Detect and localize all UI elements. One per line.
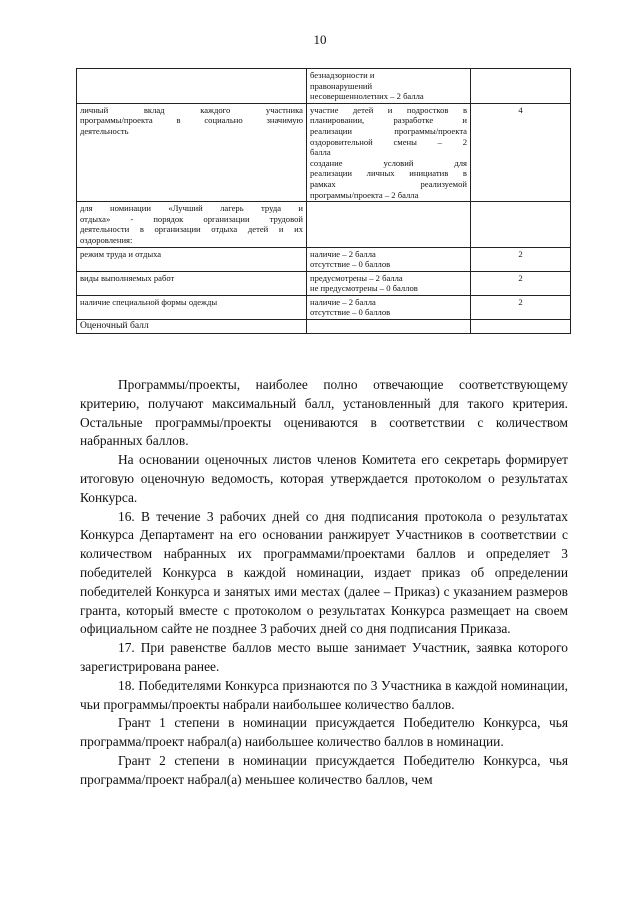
scoring-line: балла [310, 147, 331, 158]
criterion-line: программы/проекта в социально значимую [80, 115, 303, 126]
paragraph: 18. Победителями Конкурса признаются по 3 Участника в каждой номинации, чьи программы/проекты набрали наибольшее количество баллов. [80, 677, 568, 712]
scoring-line: несовершеннолетних – 2 балла [310, 91, 424, 102]
scoring-cell [307, 202, 471, 247]
criterion-cell: виды выполняемых работ [77, 271, 307, 295]
paragraph: Грант 1 степени в номинации присуждается Победителю Конкурса, чья программа/проект набрал(а) наибольшее количество баллов в номинации. [80, 715, 568, 750]
scoring-line: не предусмотрены – 0 баллов [310, 283, 418, 294]
criterion-cell [77, 103, 307, 201]
scoring-line: реализации программы/проекта [310, 125, 467, 136]
paragraph: Программы/проекты, наиболее полно отвечающие соответствующему критерию, получают максимальный балл, установленный для такого критерия. Остальные программы/проекты оцениваются в соответствии с количеством набранных баллов. [80, 377, 568, 449]
criterion-cell: режим труда и отдыха [77, 247, 307, 271]
scoring-line: реализации личных инициатив в [310, 168, 467, 179]
table-row [77, 69, 571, 104]
max-points-cell [471, 69, 571, 104]
criterion-line: деятельность [80, 125, 129, 136]
max-points-cell [471, 320, 571, 334]
scoring-line: рамках реализуемой [310, 178, 467, 189]
paragraph: 16. В течение 3 рабочих дней со дня подписания протокола о результатах Конкурса Департамент на его основании ранжирует Участников в соответствии с количеством набранных их программами/проектами баллов и определяет 3 победителей Конкурса в каждой номинации, издает приказ об определении победителей Конкурса и занятых ими местах (далее – Приказ) с указанием размеров гранта, который вместе с протоколом о результатах Конкурса размещает на своем официальном сайте не позднее 3 рабочих дней со дня подписания Приказа. [80, 508, 568, 637]
scoring-cell [307, 320, 471, 334]
scoring-line: программы/проекта – 2 балла [310, 189, 419, 200]
scoring-line: участие детей и подростков в [310, 104, 467, 115]
scoring-line: оздоровительной смены – 2 [310, 136, 467, 147]
scoring-line: создание условий для [310, 157, 467, 168]
criterion-line: оздоровления: [80, 234, 133, 245]
max-points-cell: 2 [471, 247, 571, 271]
paragraph: 17. При равенстве баллов место выше занимает Участник, заявка которого зарегистрирована ранее. [80, 640, 568, 674]
criterion-cell [77, 202, 307, 247]
scoring-line: наличие – 2 балла [310, 296, 376, 307]
table-row [77, 247, 571, 271]
table-row [77, 295, 571, 319]
scoring-cell [307, 271, 471, 295]
scoring-line: планировании, разработке и [310, 115, 467, 126]
criteria-table [76, 68, 571, 334]
max-points-cell: 2 [471, 271, 571, 295]
table-row [77, 320, 571, 334]
scoring-line: отсутствие – 0 баллов [310, 259, 391, 270]
scoring-line: безнадзорности и [310, 70, 375, 80]
scoring-cell [307, 295, 471, 319]
scoring-cell [307, 69, 471, 104]
total-score-label: Оценочный балл [77, 320, 307, 334]
criterion-line: отдыха» - порядок организации трудовой [80, 213, 303, 224]
table-row [77, 202, 571, 247]
max-points-cell: 4 [471, 103, 571, 201]
scoring-line: правонарушений [310, 80, 373, 91]
scoring-line: отсутствие – 0 баллов [310, 307, 391, 318]
criterion-cell [77, 69, 307, 104]
criterion-line: личный вклад каждого участника [80, 104, 303, 115]
scoring-line: предусмотрены – 2 балла [310, 272, 403, 283]
paragraph: На основании оценочных листов членов Комитета его секретарь формирует итоговую оценочную ведомость, которая утверждается протоколом о результатах Конкурса. [80, 452, 568, 505]
document-body [80, 376, 568, 790]
table-row [77, 103, 571, 201]
scoring-line: наличие – 2 балла [310, 248, 376, 259]
criterion-line: для номинации «Лучший лагерь труда и [80, 203, 303, 214]
criterion-line: деятельности в организации отдыха детей и их [80, 224, 303, 235]
table-row [77, 271, 571, 295]
page-number: 10 [313, 32, 327, 47]
scoring-cell [307, 247, 471, 271]
max-points-cell: 2 [471, 295, 571, 319]
scoring-cell [307, 103, 471, 201]
paragraph: Грант 2 степени в номинации присуждается Победителю Конкурса, чья программа/проект набрал(а) меньшее количество баллов, чем [80, 752, 568, 787]
max-points-cell [471, 202, 571, 247]
criterion-cell: наличие специальной формы одежды [77, 295, 307, 319]
